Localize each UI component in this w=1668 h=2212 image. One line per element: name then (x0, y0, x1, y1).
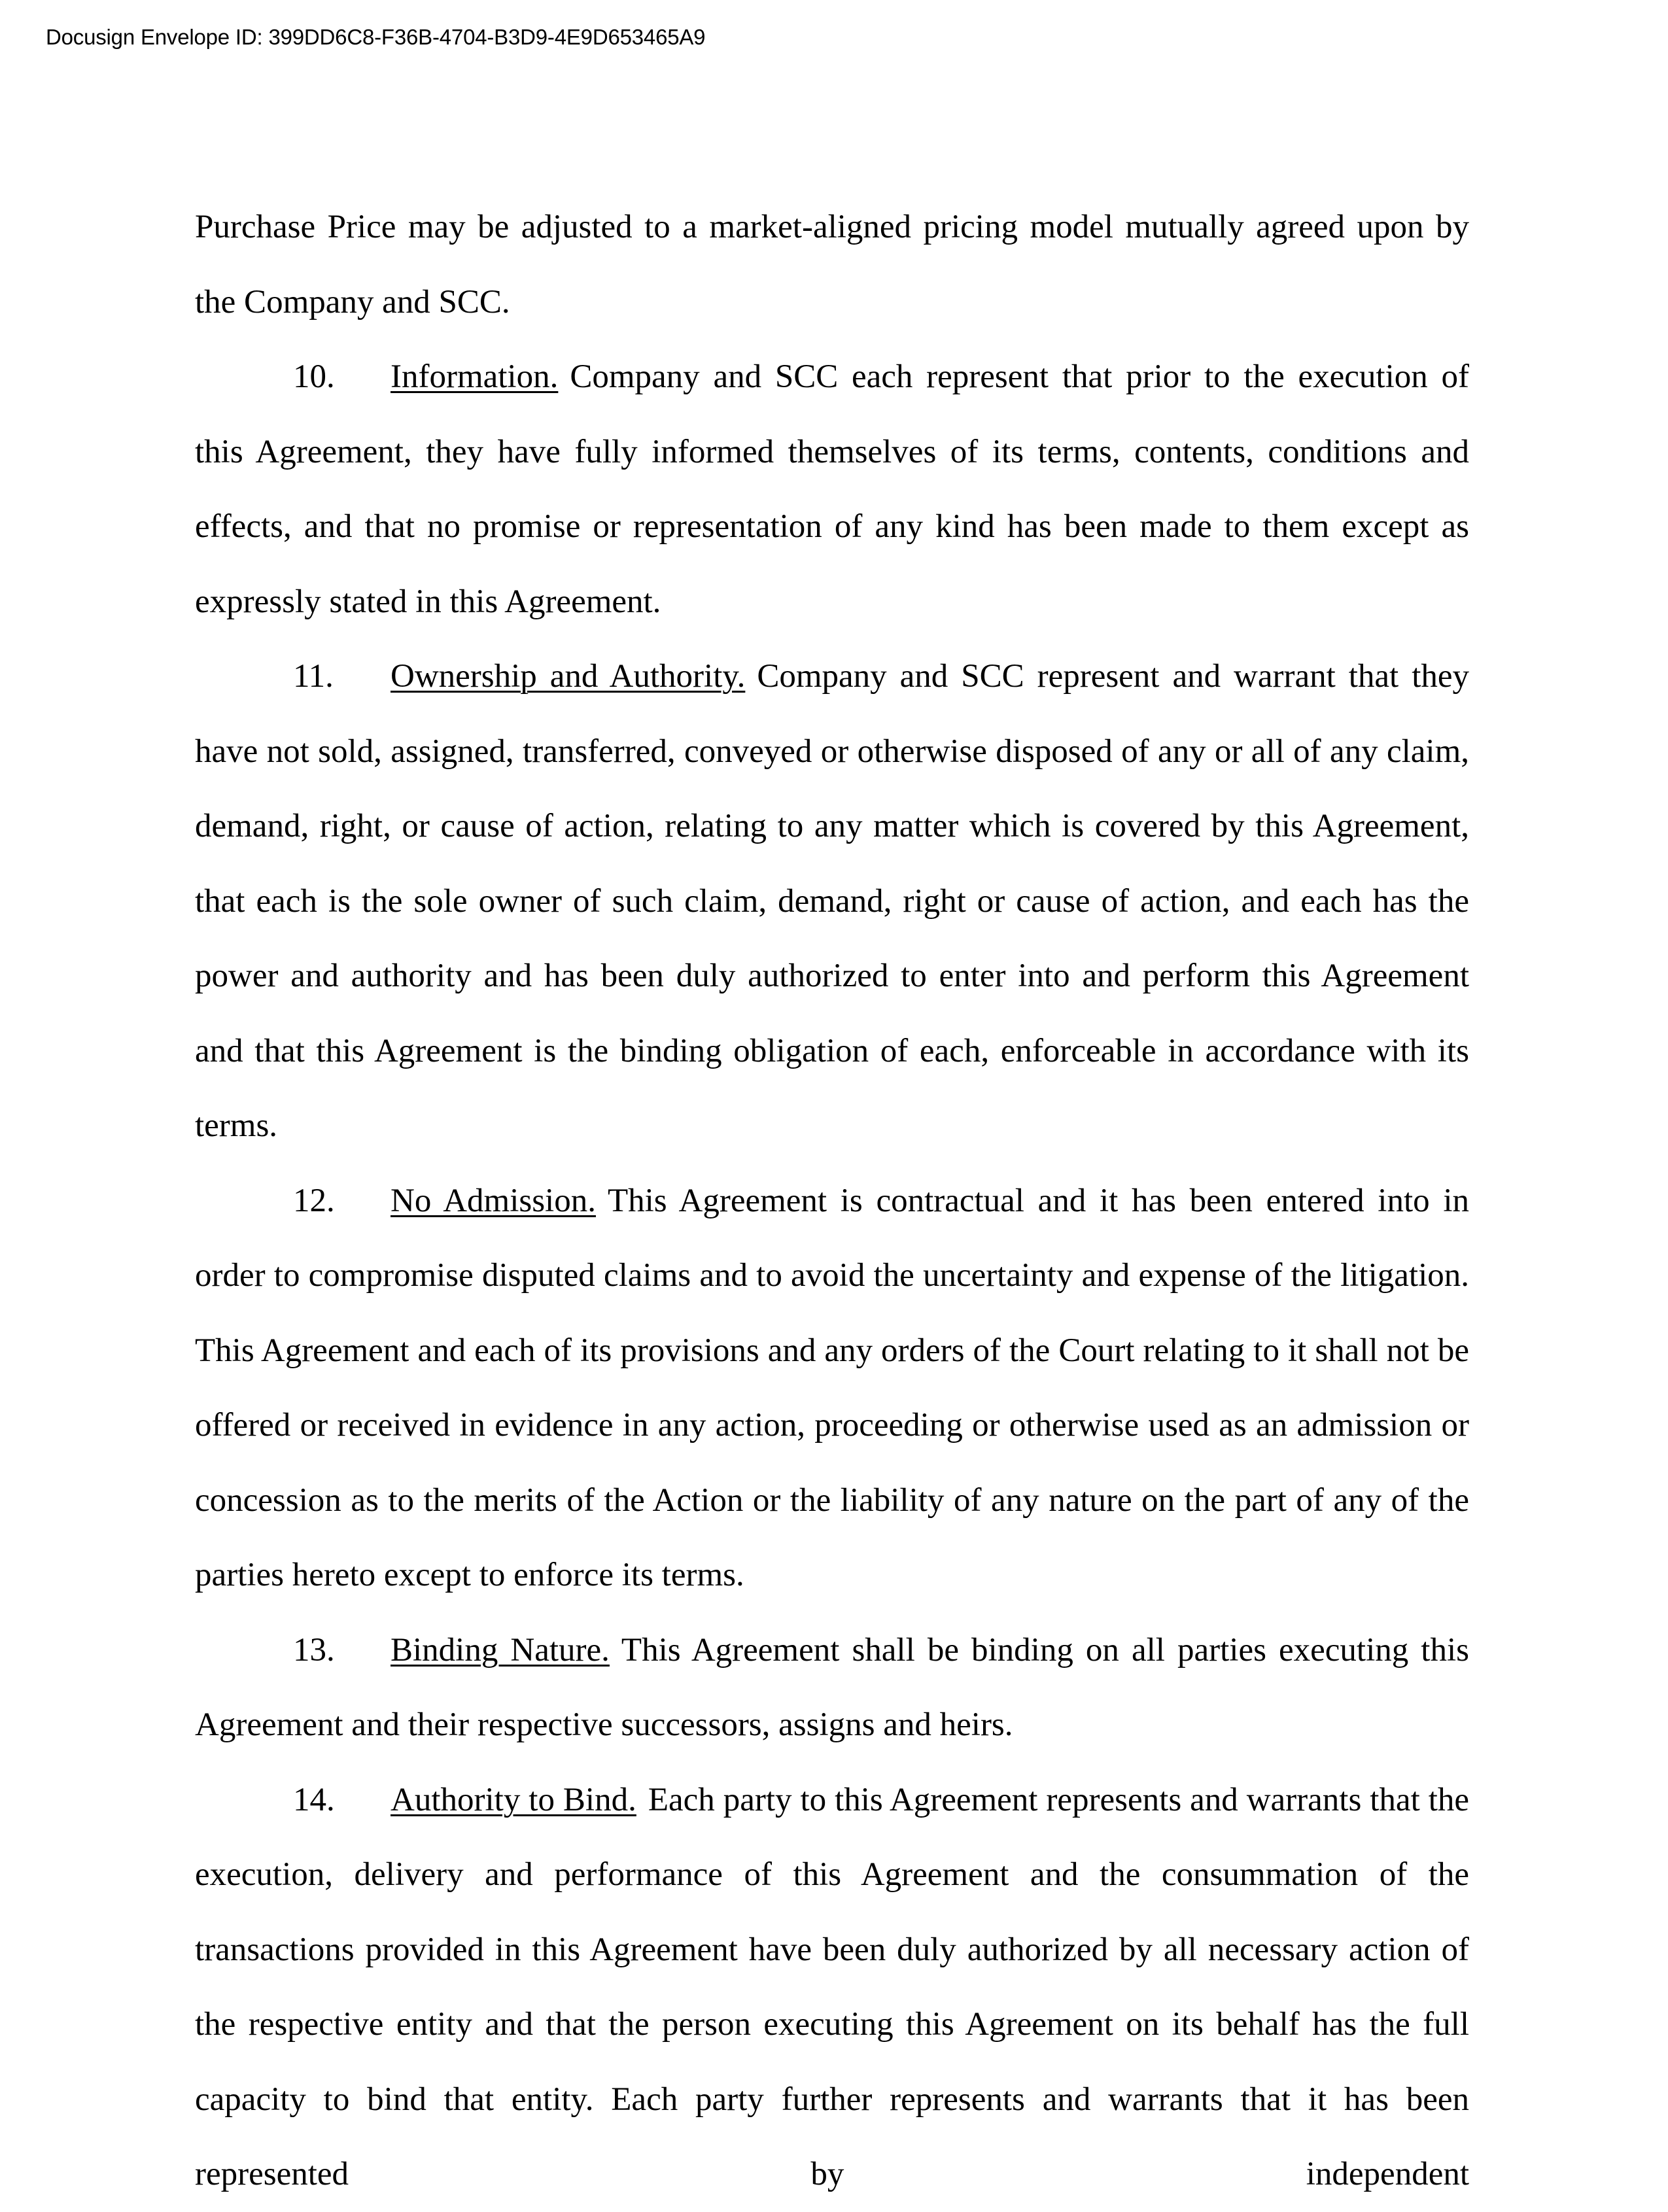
section-text: This Agreement is contractual and it has been entered into in order to compromise disputed claims and to avoid the uncertainty and expense of the litigation. This Agreement and each of its provisions and any orders of the Court relating to it shall not be offered or received in evidence in any action, proceeding or otherwise used as an admission or concession as to the merits of the Action or the liability of any nature on the part of any of the parties hereto except to enforce its terms. (195, 1182, 1469, 1593)
section-14-authority-to-bind (195, 1763, 1469, 2212)
section-text: Each party to this Agreement represents and warrants that the execution, delivery and performance of this Agreement and the consummation of the transactions provided in this Agreement have been duly authorized by all necessary action of the respective entity and that the person executing this Agreement on its behalf has the full capacity to bind that entity. Each party further represents and warrants that it has been represented by independent (195, 1781, 1469, 2192)
section-text: Company and SCC each represent that prior to the execution of this Agreement, they have fully informed themselves of its terms, contents, conditions and effects, and that no promise or representation of any kind has been made to them except as expressly stated in this Agreement. (195, 358, 1469, 620)
agreement-body (195, 190, 1469, 2212)
section-number: 11. (293, 658, 334, 695)
section-heading: Ownership and Authority. (391, 658, 746, 695)
section-11-ownership-and-authority (195, 639, 1469, 1164)
section-13-binding-nature (195, 1613, 1469, 1763)
section-heading: No Admission. (391, 1182, 596, 1219)
section-heading: Authority to Bind. (391, 1781, 636, 1818)
section-number: 14. (293, 1781, 335, 1818)
section-12-no-admission (195, 1164, 1469, 1613)
section-heading: Information. (391, 358, 559, 395)
section-text: Company and SCC represent and warrant that they have not sold, assigned, transferred, conveyed or otherwise disposed of any or all of any claim, demand, right, or cause of action, relating to any matter which is covered by this Agreement, that each is the sole owner of such claim, demand, right or cause of action, and each has the power and authority and has been duly authorized to enter into and perform this Agreement and that this Agreement is the binding obligation of each, enforceable in accordance with its terms. (195, 658, 1470, 1144)
section-number: 13. (293, 1631, 335, 1668)
section-10-information (195, 339, 1469, 639)
section-heading: Binding Nature. (391, 1631, 610, 1668)
intro-paragraph: Purchase Price may be adjusted to a market-aligned pricing model mutually agreed upon by the Company and SCC. (195, 209, 1469, 320)
section-text: This Agreement shall be binding on all parties executing this Agreement and their respective successors, assigns and heirs. (195, 1631, 1469, 1743)
section-number: 10. (293, 358, 335, 395)
section-number: 12. (293, 1182, 335, 1219)
docusign-envelope-id: Docusign Envelope ID: 399DD6C8-F36B-4704-B3D9-4E9D653465A9 (46, 25, 706, 49)
